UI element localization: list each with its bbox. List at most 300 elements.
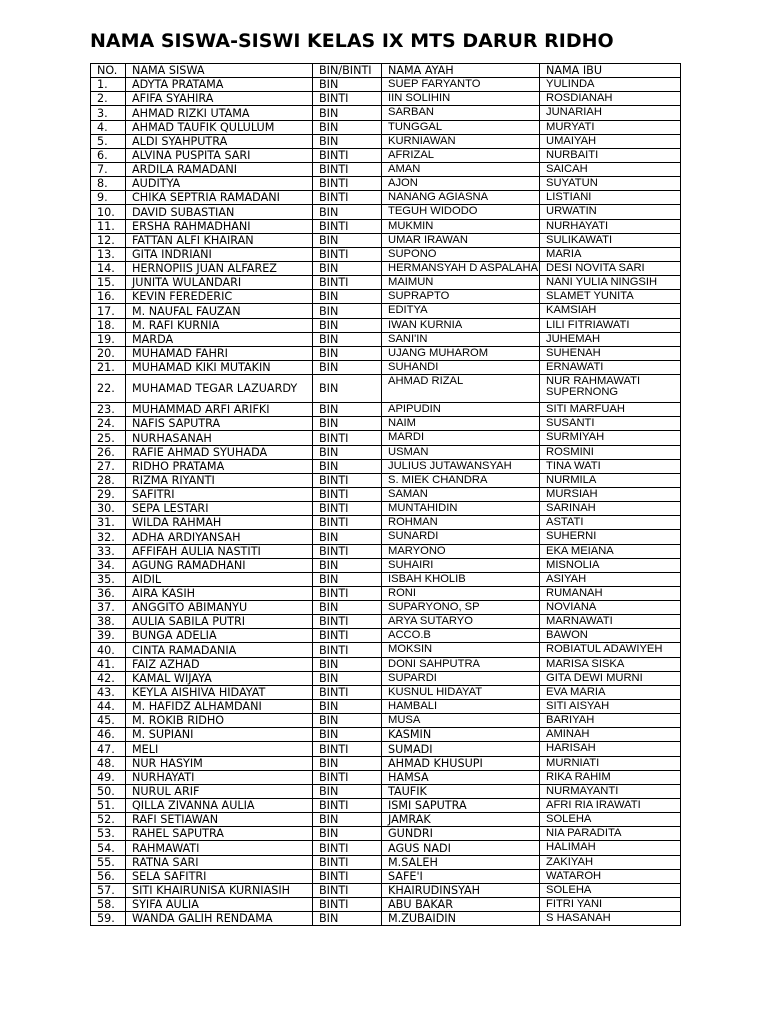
cell-bin-binti: BIN	[313, 558, 382, 572]
cell-no: 3.	[91, 106, 126, 120]
cell-father-name: MOKSIN	[382, 643, 540, 657]
cell-no: 41.	[91, 657, 126, 671]
cell-mother-name: S HASANAH	[540, 912, 681, 926]
cell-bin-binti: BIN	[313, 657, 382, 671]
table-row	[91, 756, 681, 770]
cell-father-name: SUEP FARYANTO	[382, 78, 540, 92]
cell-bin-binti: BIN	[313, 417, 382, 431]
table-row	[91, 276, 681, 290]
cell-no: 39.	[91, 629, 126, 643]
cell-father-name: JULIUS JUTAWANSYAH	[382, 459, 540, 473]
cell-no: 31.	[91, 516, 126, 530]
cell-no: 32.	[91, 530, 126, 544]
cell-student-name: WILDA RAHMAH	[126, 516, 313, 530]
cell-bin-binti: BIN	[313, 332, 382, 346]
cell-father-name: HAMSA	[382, 770, 540, 784]
table-row	[91, 487, 681, 501]
cell-bin-binti: BIN	[313, 360, 382, 374]
cell-mother-name	[540, 375, 681, 403]
cell-student-name: AUDITYA	[126, 177, 313, 191]
cell-no: 28.	[91, 473, 126, 487]
cell-bin-binti: BINTI	[313, 92, 382, 106]
table-row	[91, 177, 681, 191]
cell-father-name: IIN SOLIHIN	[382, 92, 540, 106]
cell-bin-binti: BIN	[313, 445, 382, 459]
cell-mother-name: MURNIATI	[540, 756, 681, 770]
cell-no: 4.	[91, 120, 126, 134]
cell-mother-name: SLAMET YUNITA	[540, 290, 681, 304]
cell-bin-binti: BIN	[313, 403, 382, 417]
cell-mother-name: LISTIANI	[540, 191, 681, 205]
cell-mother-name: NURHAYATI	[540, 219, 681, 233]
table-row	[91, 191, 681, 205]
cell-mother-name: SUHENAH	[540, 346, 681, 360]
cell-student-name: KEYLA AISHIVA HIDAYAT	[126, 685, 313, 699]
cell-student-name: KAMAL WIJAYA	[126, 671, 313, 685]
cell-mother-name: ROBIATUL ADAWIYEH	[540, 643, 681, 657]
cell-bin-binti: BIN	[313, 728, 382, 742]
cell-bin-binti: BIN	[313, 700, 382, 714]
cell-father-name: ISBAH KHOLIB	[382, 572, 540, 586]
cell-mother-name: BARIYAH	[540, 714, 681, 728]
cell-mother-name: SITI AISYAH	[540, 700, 681, 714]
cell-mother-name: NURBAITI	[540, 148, 681, 162]
cell-no: 42.	[91, 671, 126, 685]
cell-mother-name: LILI FITRIAWATI	[540, 318, 681, 332]
cell-student-name: RATNA SARI	[126, 855, 313, 869]
cell-student-name: SEPA LESTARI	[126, 502, 313, 516]
cell-student-name: ADYTA PRATAMA	[126, 78, 313, 92]
cell-father-name: KUSNUL HIDAYAT	[382, 685, 540, 699]
table-row	[91, 417, 681, 431]
cell-mother-name: TINA WATI	[540, 459, 681, 473]
cell-student-name: BUNGA ADELIA	[126, 629, 313, 643]
cell-no: 43.	[91, 685, 126, 699]
cell-bin-binti: BIN	[313, 120, 382, 134]
cell-mother-name: NANI YULIA NINGSIH	[540, 276, 681, 290]
cell-no: 34.	[91, 558, 126, 572]
cell-student-name: NUR HASYIM	[126, 756, 313, 770]
table-row	[91, 671, 681, 685]
cell-no: 47.	[91, 742, 126, 756]
table-row	[91, 841, 681, 855]
cell-mother-name: AMINAH	[540, 728, 681, 742]
cell-bin-binti: BIN	[313, 671, 382, 685]
cell-student-name: M. ROKIB RIDHO	[126, 714, 313, 728]
cell-mother-name: EKA MEIANA	[540, 544, 681, 558]
cell-student-name: MELI	[126, 742, 313, 756]
cell-mother-name: SUSANTI	[540, 417, 681, 431]
cell-no: 35.	[91, 572, 126, 586]
cell-no: 49.	[91, 770, 126, 784]
cell-no: 22.	[91, 375, 126, 403]
cell-father-name: M.ZUBAIDIN	[382, 912, 540, 926]
cell-father-name: TEGUH WIDODO	[382, 205, 540, 219]
cell-mother-name: HALIMAH	[540, 841, 681, 855]
table-row	[91, 261, 681, 275]
cell-bin-binti: BIN	[313, 572, 382, 586]
cell-father-name: NANANG AGIASNA	[382, 191, 540, 205]
table-row	[91, 728, 681, 742]
header-father-name: NAMA AYAH	[382, 64, 540, 78]
cell-student-name: AIRA KASIH	[126, 586, 313, 600]
cell-bin-binti: BINTI	[313, 643, 382, 657]
cell-bin-binti: BINTI	[313, 869, 382, 883]
table-row	[91, 205, 681, 219]
cell-mother-name: MURYATI	[540, 120, 681, 134]
cell-father-name: AHMAD RIZAL	[382, 375, 540, 403]
cell-bin-binti: BINTI	[313, 855, 382, 869]
cell-no: 45.	[91, 714, 126, 728]
cell-mother-name: RUMANAH	[540, 586, 681, 600]
cell-mother-name: SARINAH	[540, 502, 681, 516]
table-row	[91, 601, 681, 615]
cell-father-name: NAIM	[382, 417, 540, 431]
table-row	[91, 375, 681, 403]
cell-bin-binti: BINTI	[313, 742, 382, 756]
cell-mother-name: ROSMINI	[540, 445, 681, 459]
cell-no: 37.	[91, 601, 126, 615]
cell-no: 8.	[91, 177, 126, 191]
table-row	[91, 657, 681, 671]
cell-mother-name: BAWON	[540, 629, 681, 643]
cell-father-name: SUPONO	[382, 247, 540, 261]
table-row	[91, 502, 681, 516]
cell-father-name: APIPUDIN	[382, 403, 540, 417]
cell-no: 40.	[91, 643, 126, 657]
cell-bin-binti: BINTI	[313, 799, 382, 813]
table-row	[91, 106, 681, 120]
cell-mother-name: SITI MARFUAH	[540, 403, 681, 417]
cell-bin-binti: BINTI	[313, 615, 382, 629]
cell-mother-name: ROSDIANAH	[540, 92, 681, 106]
cell-student-name: HERNOPIIS JUAN ALFAREZ	[126, 261, 313, 275]
student-rows	[91, 78, 681, 926]
cell-mother-name: RIKA RAHIM	[540, 770, 681, 784]
cell-student-name: RIDHO PRATAMA	[126, 459, 313, 473]
cell-bin-binti: BINTI	[313, 841, 382, 855]
cell-bin-binti: BIN	[313, 304, 382, 318]
document-title: NAMA SISWA-SISWI KELAS IX MTS DARUR RIDHO	[90, 30, 614, 52]
cell-father-name: SUHAIRI	[382, 558, 540, 572]
table-row	[91, 685, 681, 699]
cell-mother-name: FITRI YANI	[540, 898, 681, 912]
table-row	[91, 332, 681, 346]
cell-mother-name: JUNARIAH	[540, 106, 681, 120]
table-row	[91, 233, 681, 247]
cell-mother-name: GITA DEWI MURNI	[540, 671, 681, 685]
cell-mother-name: UMAIYAH	[540, 134, 681, 148]
table-row	[91, 629, 681, 643]
cell-father-name: UMAR IRAWAN	[382, 233, 540, 247]
cell-no: 12.	[91, 233, 126, 247]
cell-student-name: SITI KHAIRUNISA KURNIASIH	[126, 883, 313, 897]
cell-student-name: NAFIS SAPUTRA	[126, 417, 313, 431]
cell-student-name: MARDA	[126, 332, 313, 346]
cell-father-name: AJON	[382, 177, 540, 191]
cell-mother-name: NIA PARADITA	[540, 827, 681, 841]
cell-student-name: RAFIE AHMAD SYUHADA	[126, 445, 313, 459]
cell-no: 48.	[91, 756, 126, 770]
cell-no: 10.	[91, 205, 126, 219]
cell-father-name: SARBAN	[382, 106, 540, 120]
table-row	[91, 883, 681, 897]
cell-bin-binti: BINTI	[313, 276, 382, 290]
cell-mother-name: MISNOLIA	[540, 558, 681, 572]
cell-bin-binti: BIN	[313, 233, 382, 247]
cell-father-name: MAIMUN	[382, 276, 540, 290]
cell-father-name: KASMIN	[382, 728, 540, 742]
cell-student-name: ERSHA RAHMADHANI	[126, 219, 313, 233]
table-row	[91, 318, 681, 332]
cell-bin-binti: BINTI	[313, 162, 382, 176]
cell-father-name: DONI SAHPUTRA	[382, 657, 540, 671]
cell-bin-binti: BIN	[313, 134, 382, 148]
cell-father-name: MUSA	[382, 714, 540, 728]
cell-student-name: WANDA GALIH RENDAMA	[126, 912, 313, 926]
cell-student-name: ADHA ARDIYANSAH	[126, 530, 313, 544]
cell-no: 26.	[91, 445, 126, 459]
table-row	[91, 459, 681, 473]
cell-bin-binti: BINTI	[313, 685, 382, 699]
cell-father-name: SUPARYONO, SP	[382, 601, 540, 615]
table-row	[91, 346, 681, 360]
cell-mother-name: NURMILA	[540, 473, 681, 487]
table-row	[91, 770, 681, 784]
cell-father-name: UJANG MUHAROM	[382, 346, 540, 360]
cell-mother-name: SULIKAWATI	[540, 233, 681, 247]
cell-student-name: GITA INDRIANI	[126, 247, 313, 261]
table-row	[91, 813, 681, 827]
cell-no: 58.	[91, 898, 126, 912]
cell-bin-binti: BIN	[313, 459, 382, 473]
header-no: NO.	[91, 64, 126, 78]
cell-bin-binti: BIN	[313, 756, 382, 770]
cell-father-name: RONI	[382, 586, 540, 600]
table-row	[91, 572, 681, 586]
table-row	[91, 714, 681, 728]
cell-no: 51.	[91, 799, 126, 813]
cell-mother-name: YULINDA	[540, 78, 681, 92]
cell-student-name: MUHAMAD KIKI MUTAKIN	[126, 360, 313, 374]
cell-no: 44.	[91, 700, 126, 714]
cell-student-name: FATTAN ALFI KHAIRAN	[126, 233, 313, 247]
cell-father-name: AFRIZAL	[382, 148, 540, 162]
cell-student-name: RAHEL SAPUTRA	[126, 827, 313, 841]
cell-father-name: EDITYA	[382, 304, 540, 318]
cell-no: 20.	[91, 346, 126, 360]
cell-no: 55.	[91, 855, 126, 869]
cell-mother-name: EVA MARIA	[540, 685, 681, 699]
table-row	[91, 586, 681, 600]
cell-father-name: KHAIRUDINSYAH	[382, 883, 540, 897]
table-row	[91, 558, 681, 572]
cell-student-name: FAIZ AZHAD	[126, 657, 313, 671]
cell-student-name: AFFIFAH AULIA NASTITI	[126, 544, 313, 558]
table-row	[91, 92, 681, 106]
cell-father-name: SUNARDI	[382, 530, 540, 544]
cell-student-name: CINTA RAMADANIA	[126, 643, 313, 657]
cell-bin-binti: BINTI	[313, 883, 382, 897]
cell-no: 29.	[91, 487, 126, 501]
cell-student-name: M. RAFI KURNIA	[126, 318, 313, 332]
header-bin-binti: BIN/BINTI	[313, 64, 382, 78]
cell-father-name: ABU BAKAR	[382, 898, 540, 912]
cell-bin-binti: BINTI	[313, 770, 382, 784]
table-row	[91, 431, 681, 445]
cell-student-name: ARDILA RAMADANI	[126, 162, 313, 176]
header-mother-name: NAMA IBU	[540, 64, 681, 78]
cell-father-name: HERMANSYAH D ASPALAHA	[382, 261, 540, 275]
cell-mother-name: ERNAWATI	[540, 360, 681, 374]
cell-bin-binti: BIN	[313, 827, 382, 841]
table-row	[91, 615, 681, 629]
cell-no: 25.	[91, 431, 126, 445]
cell-bin-binti: BIN	[313, 78, 382, 92]
cell-student-name: SELA SAFITRI	[126, 869, 313, 883]
table-row	[91, 290, 681, 304]
cell-no: 13.	[91, 247, 126, 261]
cell-no: 18.	[91, 318, 126, 332]
cell-father-name: TUNGGAL	[382, 120, 540, 134]
cell-student-name: AHMAD RIZKI UTAMA	[126, 106, 313, 120]
cell-no: 21.	[91, 360, 126, 374]
cell-bin-binti: BIN	[313, 813, 382, 827]
cell-student-name: NURHASANAH	[126, 431, 313, 445]
cell-student-name: NURHAYATI	[126, 770, 313, 784]
cell-father-name: JAMRAK	[382, 813, 540, 827]
table-row	[91, 134, 681, 148]
cell-bin-binti: BIN	[313, 205, 382, 219]
table-header-row	[91, 64, 681, 78]
cell-bin-binti: BINTI	[313, 247, 382, 261]
header-student-name: NAMA SISWA	[126, 64, 313, 78]
cell-no: 14.	[91, 261, 126, 275]
cell-father-name: SUMADI	[382, 742, 540, 756]
cell-bin-binti: BINTI	[313, 586, 382, 600]
cell-student-name: AULIA SABILA PUTRI	[126, 615, 313, 629]
cell-no: 19.	[91, 332, 126, 346]
cell-no: 33.	[91, 544, 126, 558]
cell-father-name: SAFE'I	[382, 869, 540, 883]
table-row	[91, 784, 681, 798]
cell-mother-name: JUHEMAH	[540, 332, 681, 346]
cell-student-name: MUHAMMAD ARFI ARIFKI	[126, 403, 313, 417]
cell-student-name: MUHAMAD FAHRI	[126, 346, 313, 360]
cell-student-name: M. NAUFAL FAUZAN	[126, 304, 313, 318]
cell-bin-binti: BIN	[313, 261, 382, 275]
table-row	[91, 869, 681, 883]
cell-no: 54.	[91, 841, 126, 855]
cell-student-name: SYIFA AULIA	[126, 898, 313, 912]
cell-no: 23.	[91, 403, 126, 417]
cell-mother-name: MARNAWATI	[540, 615, 681, 629]
cell-father-name: ACCO.B	[382, 629, 540, 643]
cell-student-name: AGUNG RAMADHANI	[126, 558, 313, 572]
cell-no: 16.	[91, 290, 126, 304]
cell-student-name: KEVIN FEREDERIC	[126, 290, 313, 304]
cell-no: 46.	[91, 728, 126, 742]
cell-mother-name: SOLEHA	[540, 883, 681, 897]
cell-bin-binti: BIN	[313, 530, 382, 544]
cell-no: 15.	[91, 276, 126, 290]
table-row	[91, 148, 681, 162]
cell-mother-name: SUYATUN	[540, 177, 681, 191]
cell-mother-name: DESI NOVITA SARI	[540, 261, 681, 275]
cell-no: 27.	[91, 459, 126, 473]
cell-mother-name: SURMIYAH	[540, 431, 681, 445]
table-row	[91, 78, 681, 92]
cell-student-name: ANGGITO ABIMANYU	[126, 601, 313, 615]
cell-father-name: SUHANDI	[382, 360, 540, 374]
cell-mother-name: MARIA	[540, 247, 681, 261]
cell-father-name: SANI'IN	[382, 332, 540, 346]
cell-no: 24.	[91, 417, 126, 431]
cell-student-name: SAFITRI	[126, 487, 313, 501]
mother-name-line: NUR RAHMAWATI	[546, 375, 641, 388]
cell-no: 56.	[91, 869, 126, 883]
table-row	[91, 799, 681, 813]
cell-bin-binti: BINTI	[313, 148, 382, 162]
cell-bin-binti: BINTI	[313, 177, 382, 191]
cell-father-name: ARYA SUTARYO	[382, 615, 540, 629]
cell-bin-binti: BIN	[313, 290, 382, 304]
cell-father-name: AMAN	[382, 162, 540, 176]
table-row	[91, 162, 681, 176]
cell-no: 11.	[91, 219, 126, 233]
cell-father-name: MUNTAHIDIN	[382, 502, 540, 516]
cell-no: 38.	[91, 615, 126, 629]
cell-father-name: SAMAN	[382, 487, 540, 501]
cell-father-name: S. MIEK CHANDRA	[382, 473, 540, 487]
table-row	[91, 643, 681, 657]
cell-mother-name: KAMSIAH	[540, 304, 681, 318]
cell-father-name: SUPRAPTO	[382, 290, 540, 304]
cell-bin-binti: BINTI	[313, 629, 382, 643]
cell-mother-name: SUHERNI	[540, 530, 681, 544]
cell-father-name: KURNIAWAN	[382, 134, 540, 148]
table-row	[91, 445, 681, 459]
cell-no: 36.	[91, 586, 126, 600]
cell-bin-binti: BINTI	[313, 431, 382, 445]
cell-mother-name: MARISA SISKA	[540, 657, 681, 671]
cell-bin-binti: BIN	[313, 714, 382, 728]
cell-no: 7.	[91, 162, 126, 176]
cell-bin-binti: BINTI	[313, 487, 382, 501]
cell-mother-name: NURMAYANTI	[540, 784, 681, 798]
cell-student-name: DAVID SUBASTIAN	[126, 205, 313, 219]
table-row	[91, 898, 681, 912]
cell-mother-name: ASIYAH	[540, 572, 681, 586]
cell-no: 5.	[91, 134, 126, 148]
table-row	[91, 700, 681, 714]
table-row	[91, 120, 681, 134]
cell-mother-name: ASTATI	[540, 516, 681, 530]
cell-father-name: HAMBALI	[382, 700, 540, 714]
table-row	[91, 912, 681, 926]
cell-bin-binti: BINTI	[313, 544, 382, 558]
cell-father-name: IWAN KURNIA	[382, 318, 540, 332]
cell-mother-name: HARISAH	[540, 742, 681, 756]
cell-student-name: M. SUPIANI	[126, 728, 313, 742]
cell-bin-binti: BINTI	[313, 219, 382, 233]
cell-mother-name: MURSIAH	[540, 487, 681, 501]
cell-student-name: NURUL ARIF	[126, 784, 313, 798]
cell-mother-name: SOLEHA	[540, 813, 681, 827]
cell-student-name: ALDI SYAHPUTRA	[126, 134, 313, 148]
table-row	[91, 473, 681, 487]
cell-father-name: AGUS NADI	[382, 841, 540, 855]
